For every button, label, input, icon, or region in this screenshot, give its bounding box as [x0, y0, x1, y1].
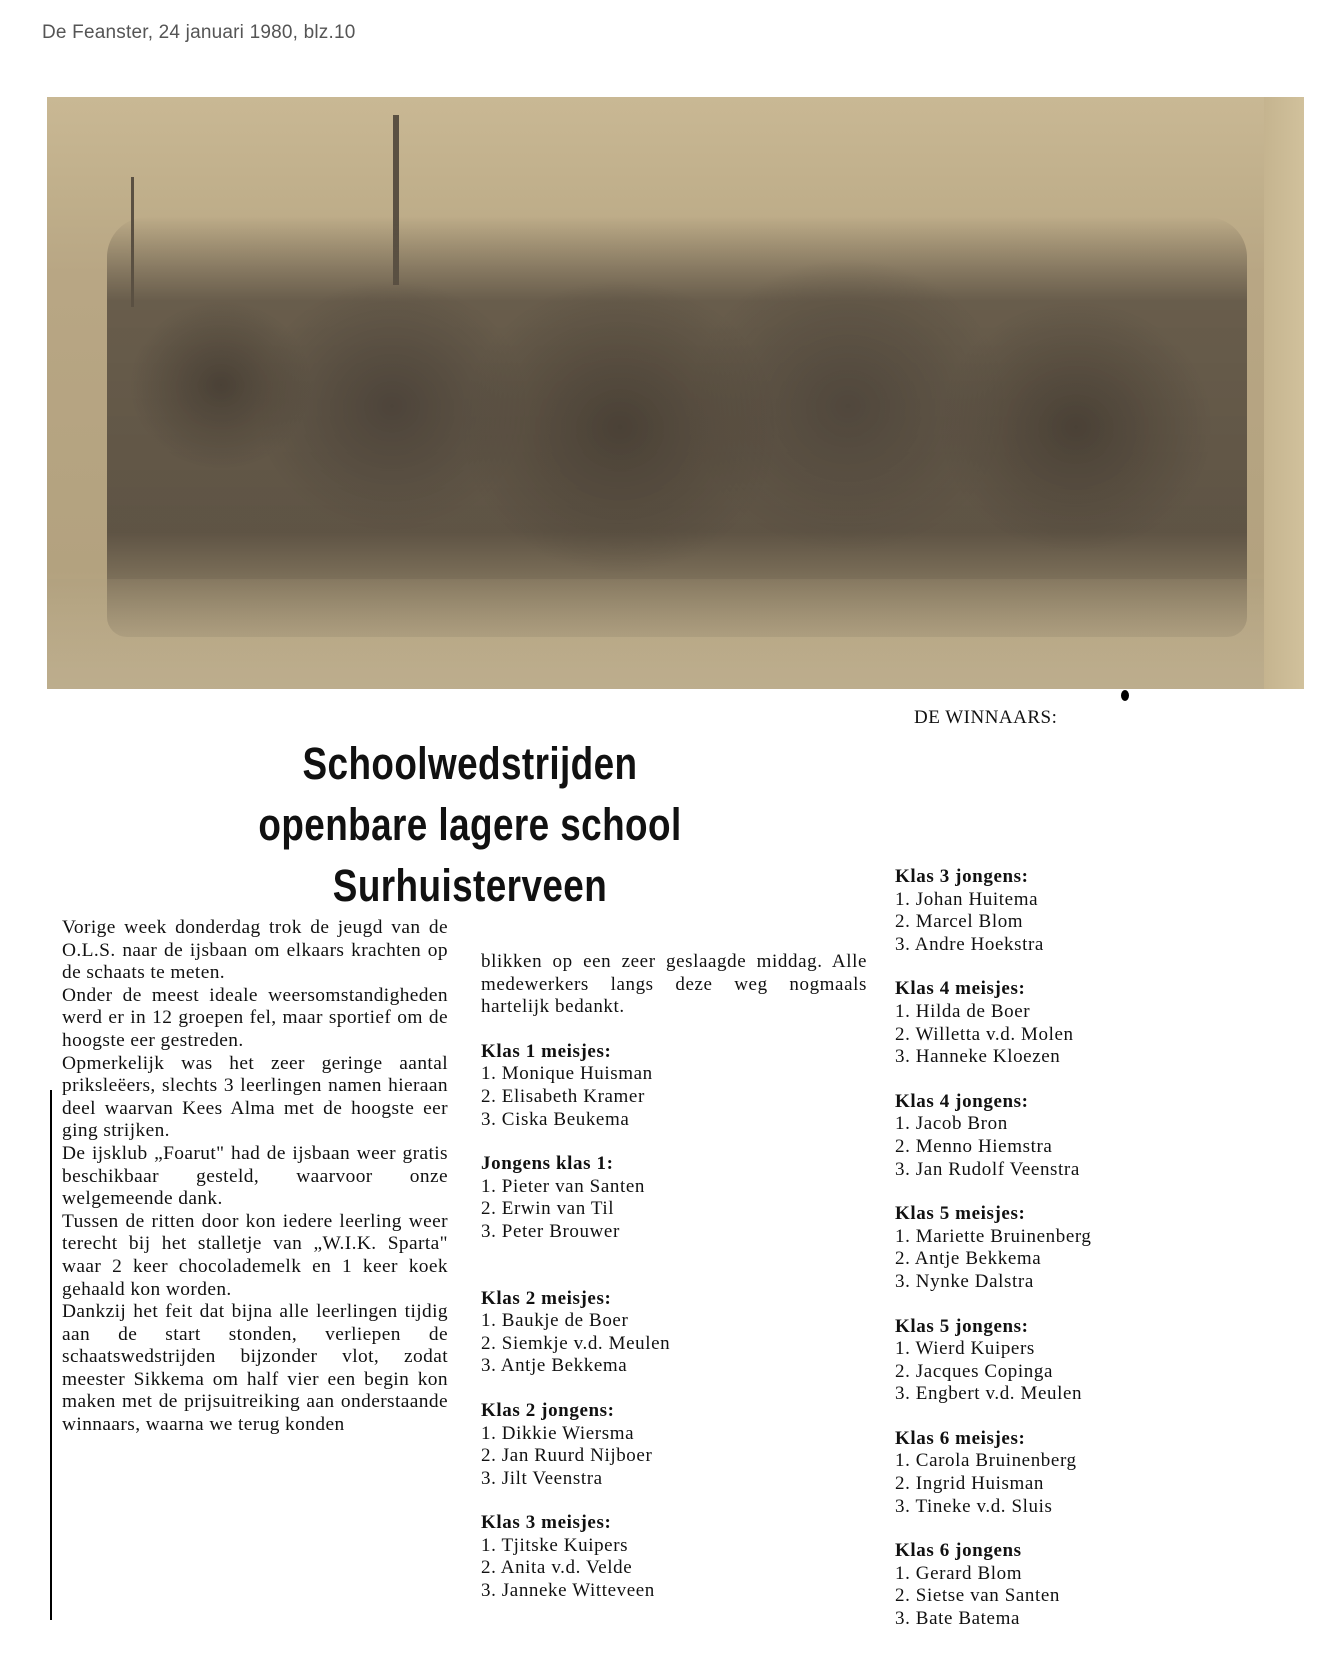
winner-entry: 2. Siemkje v.d. Meulen [481, 1332, 671, 1354]
column-rule [50, 1090, 52, 1620]
winner-entry: 1. Baukje de Boer [481, 1310, 629, 1332]
winner-entry: 1. Tjitske Kuipers [481, 1534, 629, 1556]
group-title: Klas 6 meisjes: [895, 1427, 1026, 1449]
source-citation: De Feanster, 24 januari 1980, blz.10 [42, 22, 356, 43]
winner-entry: 2. Sietse van Santen [895, 1585, 1061, 1607]
winner-entry: 1. Wierd Kuipers [895, 1338, 1035, 1360]
winner-entry: 2. Menno Hiemstra [895, 1135, 1053, 1157]
results-group [895, 1540, 1275, 1630]
winner-entry: 2. Willetta v.d. Molen [895, 1023, 1074, 1045]
results-group [481, 1400, 867, 1490]
article-paragraph: De ijsklub „Foarut" had de ijsbaan weer gratis beschikbaar gesteld, waarvoor onze welgemeende dank. [62, 1142, 448, 1210]
winner-entry: 1. Hilda de Boer [895, 1000, 1031, 1022]
group-title: Klas 2 jongens: [481, 1399, 615, 1421]
headline-line-1: Schoolwedstrijden [302, 738, 638, 789]
headline [208, 733, 733, 916]
winner-entry: 3. Nynke Dalstra [895, 1270, 1034, 1292]
winner-entry: 1. Pieter van Santen [481, 1175, 645, 1197]
winner-entry: 3. Tineke v.d. Sluis [895, 1495, 1053, 1517]
group-title: Klas 5 jongens: [895, 1315, 1029, 1337]
group-title: Klas 4 meisjes: [895, 978, 1026, 1000]
winner-entry: 1. Johan Huitema [895, 888, 1039, 910]
group-title: Klas 6 jongens [895, 1540, 1022, 1562]
article-continuation: blikken op een zeer geslaagde middag. Alle medewerkers langs deze weg nogmaals hartelijk bedankt. [481, 951, 867, 1018]
results-group [481, 1041, 867, 1131]
winner-entry: 3. Jilt Veenstra [481, 1467, 603, 1489]
results-middle-column [481, 951, 867, 1625]
results-group [481, 1288, 867, 1378]
article-paragraph: Onder de meest ideale weersomstandigheden werd er in 12 groepen fel, maar sportief om de hoogste eer gestreden. [62, 984, 448, 1051]
winner-entry: 3. Antje Bekkema [481, 1355, 628, 1377]
article-paragraph: Tussen de ritten door kon iedere leerling weer terecht bij het stalletje van „W.I.K. Sparta" waar 2 keer chocolademelk en 1 keer koek gehaald kon worden. [62, 1210, 448, 1300]
winner-entry: 3. Jan Rudolf Veenstra [895, 1158, 1080, 1180]
winner-entry: 1. Gerard Blom [895, 1562, 1023, 1584]
winner-entry: 2. Marcel Blom [895, 911, 1024, 933]
winner-entry: 3. Ciska Beukema [481, 1108, 630, 1130]
winner-entry: 3. Andre Hoekstra [895, 933, 1044, 955]
winner-entry: 3. Bate Batema [895, 1608, 1020, 1630]
winner-entry: 2. Jan Ruurd Nijboer [481, 1445, 653, 1467]
group-title: Klas 5 meisjes: [895, 1203, 1026, 1225]
winner-entry: 2. Jacques Copinga [895, 1360, 1054, 1382]
headline-line-2: openbare lagere school [258, 799, 682, 850]
winner-entry: 3. Hanneke Kloezen [895, 1046, 1061, 1068]
photo-ice [47, 579, 1304, 689]
headline-line-3: Surhuisterveen [332, 860, 608, 911]
results-group [895, 866, 1275, 956]
winner-entry: 3. Janneke Witteveen [481, 1580, 655, 1602]
winner-entry: 1. Mariette Bruinenberg [895, 1225, 1092, 1247]
group-title: Klas 2 meisjes: [481, 1287, 612, 1309]
article-paragraph: Dankzij het feit dat bijna alle leerlingen tijdig aan de start stonden, verliepen de schaatswedstrijden bijzonder vlot, zodat meester Sikkema om half vier een begin kon maken met de prijsuitreiking aan onderstaande winnaars, waarna we terug konden [62, 1301, 448, 1436]
winner-entry: 2. Anita v.d. Velde [481, 1557, 633, 1579]
group-title: Klas 4 jongens: [895, 1090, 1029, 1112]
ink-dot [1121, 690, 1129, 701]
group-photo [47, 97, 1304, 689]
article-paragraph: Opmerkelijk was het zeer geringe aantal priksleëers, slechts 3 leerlingen namen hieraan deel waarvan Kees Alma met de hoogste eer ging strijken. [62, 1052, 448, 1142]
results-group [895, 1203, 1275, 1293]
winner-entry: 2. Antje Bekkema [895, 1248, 1042, 1270]
winner-entry: 2. Erwin van Til [481, 1198, 615, 1220]
group-title: Klas 3 jongens: [895, 866, 1029, 887]
winner-entry: 1. Dikkie Wiersma [481, 1422, 635, 1444]
results-group [895, 1428, 1275, 1518]
group-title: Klas 3 meisjes: [481, 1512, 612, 1534]
winner-entry: 1. Monique Huisman [481, 1063, 653, 1085]
results-group [895, 1091, 1275, 1181]
photo-edge [1264, 97, 1304, 689]
winner-entry: 1. Jacob Bron [895, 1113, 1008, 1135]
results-group [481, 1153, 867, 1243]
winner-entry: 1. Carola Bruinenberg [895, 1450, 1077, 1472]
winner-entry: 2. Elisabeth Kramer [481, 1085, 645, 1107]
group-title: Klas 1 meisjes: [481, 1040, 612, 1062]
results-group [895, 978, 1275, 1068]
results-group [895, 1316, 1275, 1406]
article-paragraph: Vorige week donderdag trok de jeugd van de O.L.S. naar de ijsbaan om elkaars krachten op de schaats te meten. [62, 917, 448, 984]
winner-entry: 2. Ingrid Huisman [895, 1473, 1044, 1495]
winner-entry: 3. Engbert v.d. Meulen [895, 1383, 1083, 1405]
winners-label: DE WINNAARS: [914, 707, 1058, 728]
photo-crowd [107, 217, 1247, 637]
article-body [62, 917, 448, 1437]
results-right-column [895, 866, 1275, 1653]
winner-entry: 3. Peter Brouwer [481, 1220, 620, 1242]
group-title: Jongens klas 1: [481, 1153, 614, 1175]
results-group [481, 1512, 867, 1602]
